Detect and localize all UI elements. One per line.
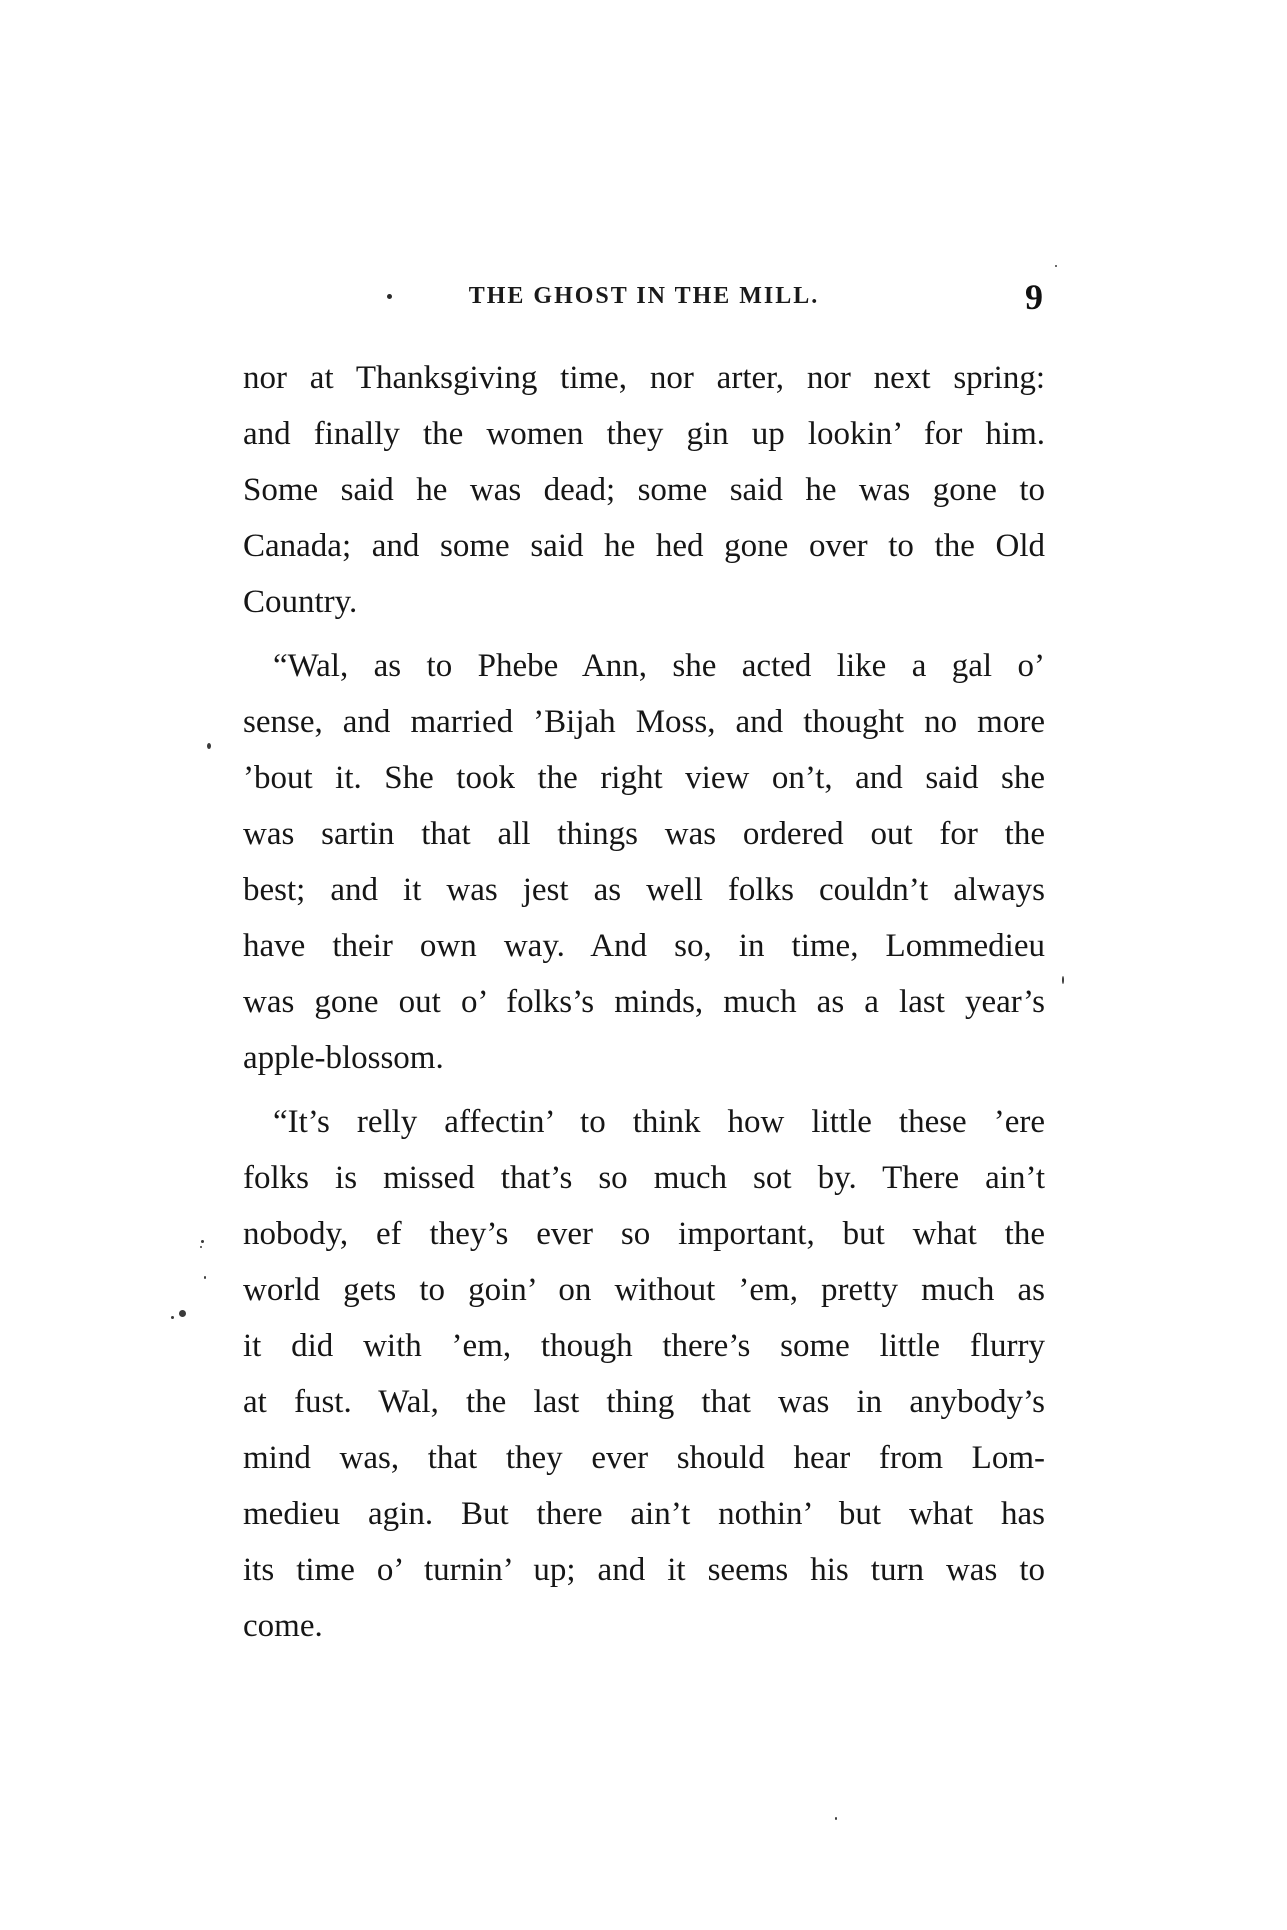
paragraph-1 xyxy=(243,350,1045,630)
scan-speck xyxy=(201,1240,204,1243)
scan-speck xyxy=(171,1316,174,1319)
text-line: “It’s relly affectin’ to think how little these ’ere xyxy=(273,1104,1045,1140)
text-line: sense, and married ’Bijah Moss, and thought no more xyxy=(243,704,1045,740)
scan-speck xyxy=(179,1310,186,1317)
scan-speck xyxy=(1062,976,1064,984)
text-line: have their own way. And so, in time, Lommedieu xyxy=(243,928,1045,964)
text-line: its time o’ turnin’ up; and it seems his turn was to xyxy=(243,1552,1045,1588)
paragraph-2 xyxy=(243,638,1045,1086)
text-line: come. xyxy=(243,1608,323,1644)
body-text xyxy=(243,350,1045,1654)
text-line: ’bout it. She took the right view on’t, and said she xyxy=(243,760,1045,796)
text-line: Some said he was dead; some said he was gone to xyxy=(243,472,1045,508)
scan-speck xyxy=(835,1817,837,1820)
text-line: it did with ’em, though there’s some little flurry xyxy=(243,1328,1045,1364)
paragraph-gap xyxy=(243,630,1045,638)
text-line: apple-blossom. xyxy=(243,1040,444,1076)
text-line: best; and it was jest as well folks couldn’t always xyxy=(243,872,1045,908)
text-line: was gone out o’ folks’s minds, much as a last year’s xyxy=(243,984,1045,1020)
running-title: THE GHOST IN THE MILL. xyxy=(468,283,820,309)
page-number: 9 xyxy=(1025,277,1043,317)
paragraph-3 xyxy=(243,1094,1045,1654)
scan-speck xyxy=(200,1246,202,1248)
page-header xyxy=(243,277,1045,320)
scan-speck xyxy=(1055,265,1057,267)
text-line: was sartin that all things was ordered out for the xyxy=(243,816,1045,852)
text-line: nobody, ef they’s ever so important, but what the xyxy=(243,1216,1045,1252)
text-line: nor at Thanksgiving time, nor arter, nor next spring: xyxy=(243,360,1045,396)
paragraph-gap xyxy=(243,1086,1045,1094)
scan-speck xyxy=(204,1276,206,1279)
text-line: and finally the women they gin up lookin’ for him. xyxy=(243,416,1045,452)
text-line: world gets to goin’ on without ’em, pretty much as xyxy=(243,1272,1045,1308)
text-line: Canada; and some said he hed gone over to the Old xyxy=(243,528,1045,564)
text-line: at fust. Wal, the last thing that was in anybody’s xyxy=(243,1384,1045,1420)
text-line: mind was, that they ever should hear from Lom- xyxy=(243,1440,1045,1476)
text-line: “Wal, as to Phebe Ann, she acted like a gal o’ xyxy=(273,648,1045,684)
text-line: Country. xyxy=(243,584,358,620)
text-line: medieu agin. But there ain’t nothin’ but what has xyxy=(243,1496,1045,1532)
scan-speck xyxy=(207,743,211,749)
text-line: folks is missed that’s so much sot by. There ain’t xyxy=(243,1160,1045,1196)
